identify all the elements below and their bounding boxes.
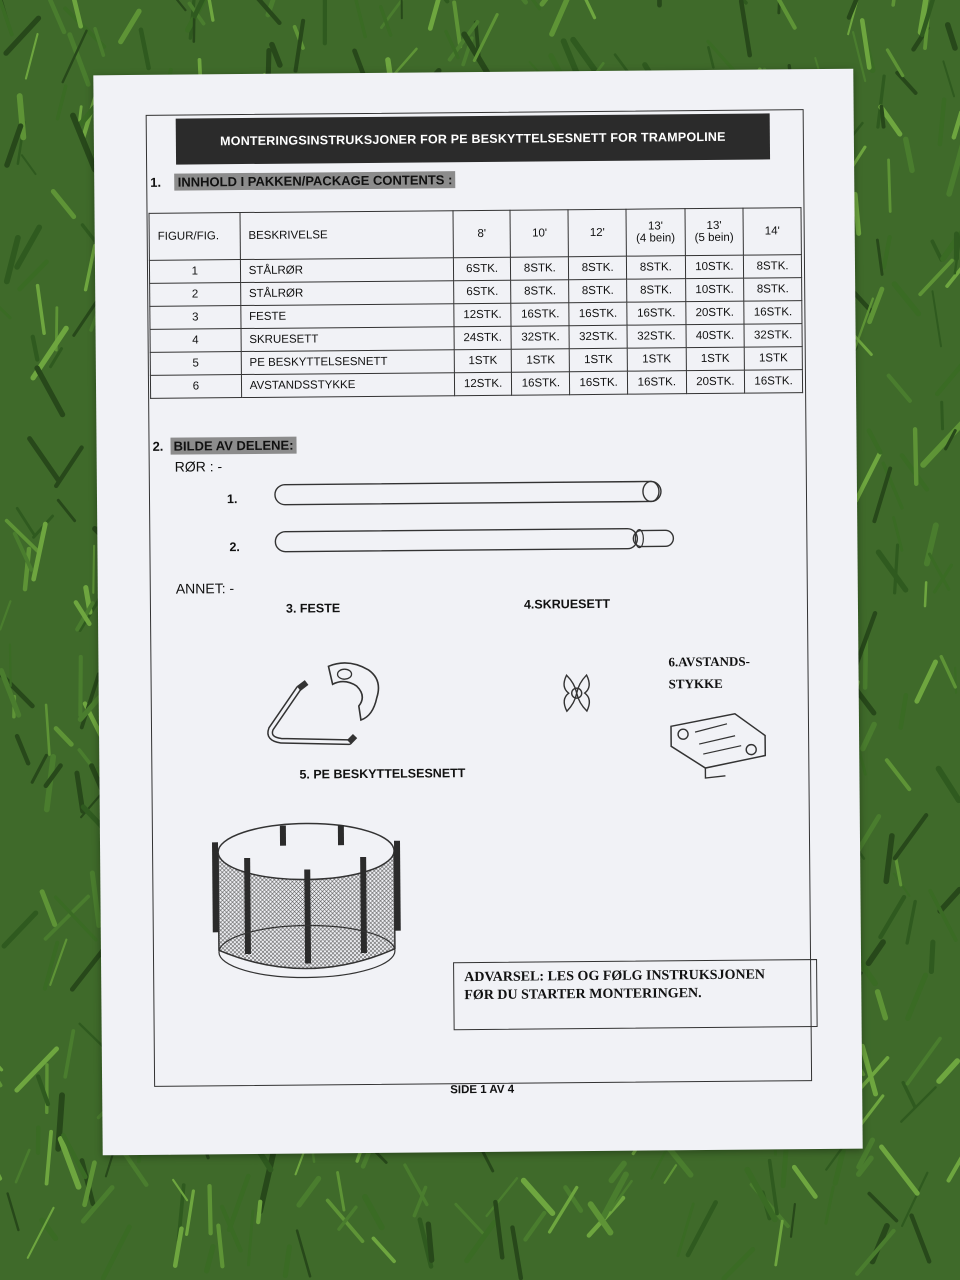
quantity-cell: 16STK. (745, 370, 803, 394)
column-header-label: FIGUR/FIG. (157, 230, 220, 243)
warning-line1: ADVARSEL: LES OG FØLG INSTRUKSJONEN (464, 967, 766, 986)
figure-number-cell: 2 (150, 283, 241, 307)
quantity-cell: 8STK. (511, 280, 569, 304)
quantity-cell: 32STK. (627, 325, 686, 349)
quantity-cell: 16STK. (627, 302, 686, 326)
column-header-label: 12' (589, 226, 605, 240)
column-header (453, 210, 511, 258)
table-header-row (149, 208, 801, 261)
quantity-cell: 16STK. (570, 371, 628, 395)
column-header-label: 8' (477, 227, 487, 240)
quantity-cell: 8STK. (744, 255, 802, 279)
quantity-cell: 20STK. (686, 370, 745, 394)
column-header (743, 208, 801, 256)
quantity-cell: 32STK. (569, 325, 627, 349)
figure-number-cell: 5 (150, 352, 241, 376)
quantity-cell: 8STK. (511, 257, 569, 281)
section-title: BILDE AV DELENE: (171, 437, 297, 455)
quantity-cell: 1STK (454, 349, 512, 373)
quantity-cell: 10STK. (685, 255, 744, 279)
instruction-sheet (93, 69, 862, 1156)
quantity-cell: 20STK. (685, 301, 744, 325)
column-header (685, 208, 744, 256)
quantity-cell: 6STK. (453, 280, 511, 304)
column-header-label: 13' (647, 220, 664, 233)
quantity-cell: 16STK. (627, 371, 686, 395)
warning-line2: FØR DU STARTER MONTERINGEN. (464, 986, 702, 1004)
net-label: 5. PE BESKYTTELSESNETT (299, 766, 466, 782)
column-header-sublabel: (4 bein) (636, 232, 676, 245)
figure-number-cell: 4 (150, 329, 241, 353)
quantity-cell: 10STK. (685, 278, 744, 302)
column-header (149, 213, 240, 261)
column-header-label: 13' (706, 219, 722, 232)
column-header-label: BESKRIVELSE (248, 229, 328, 242)
quantity-cell: 1STK (512, 349, 570, 373)
column-header-sublabel: (5 bein) (694, 231, 734, 245)
section-title: INNHOLD I PAKKEN/PACKAGE CONTENTS : (175, 171, 456, 190)
column-header (568, 209, 626, 257)
description-cell: STÅLRØR (240, 258, 453, 283)
quantity-cell: 16STK. (744, 301, 802, 325)
quantity-cell: 8STK. (569, 279, 627, 303)
spacer-illustration (665, 705, 776, 786)
quantity-cell: 32STK. (744, 324, 802, 348)
column-header-label: 10' (532, 227, 548, 240)
quantity-cell: 40STK. (686, 324, 745, 348)
document-title: MONTERINGSINSTRUKSJONER FOR PE BESKYTTELSESNETT FOR TRAMPOLINE (176, 113, 770, 164)
tube-2-illustration (273, 524, 683, 558)
quantity-cell: 8STK. (627, 279, 686, 303)
safety-net-illustration (210, 811, 411, 983)
quantity-cell: 1STK (686, 347, 745, 371)
other-parts-label: ANNET: - (175, 580, 235, 597)
page-number: SIDE 1 AV 4 (450, 1083, 515, 1097)
screw-set-illustration (556, 663, 597, 723)
contents-table (149, 207, 804, 399)
section-parts-heading (152, 438, 296, 454)
quantity-cell: 1STK (569, 348, 627, 372)
section-number: 2. (152, 438, 164, 454)
description-cell: STÅLRØR (240, 281, 453, 306)
bracket-label: 3. FESTE (285, 601, 341, 616)
tubes-label: RØR : - (174, 458, 223, 475)
column-header-label: 14' (764, 225, 780, 238)
section-number: 1. (150, 174, 162, 190)
screw-set-label: 4.SKRUESETT (523, 596, 611, 612)
column-header (240, 211, 453, 260)
quantity-cell: 1STK (744, 347, 802, 371)
quantity-cell: 8STK. (626, 256, 685, 280)
quantity-cell: 32STK. (511, 326, 569, 350)
bracket-illustration (258, 658, 409, 759)
quantity-cell: 16STK. (569, 302, 627, 326)
quantity-cell: 8STK. (744, 278, 802, 302)
description-cell: SKRUESETT (241, 327, 454, 352)
tube-1-illustration (273, 478, 673, 509)
figure-number-cell: 6 (150, 375, 241, 399)
quantity-cell: 1STK (627, 348, 686, 372)
quantity-cell: 8STK. (569, 256, 627, 280)
spacer-label-line2: STYKKE (668, 675, 723, 692)
figure-number-cell: 1 (149, 260, 240, 284)
quantity-cell: 16STK. (512, 372, 570, 396)
tube-1-label: 1. (226, 492, 238, 507)
quantity-cell: 12STK. (454, 372, 512, 396)
column-header (626, 209, 685, 257)
spacer-label-line1: 6.AVSTANDS- (668, 653, 751, 670)
quantity-cell: 12STK. (454, 303, 512, 327)
tube-2-label: 2. (229, 540, 240, 555)
description-cell: AVSTANDSSTYKKE (241, 373, 454, 398)
quantity-cell: 6STK. (453, 257, 511, 281)
description-cell: PE BESKYTTELSESNETT (241, 350, 454, 375)
figure-number-cell: 3 (150, 306, 241, 330)
description-cell: FESTE (241, 304, 454, 329)
section-contents-heading (150, 172, 455, 190)
warning-box (453, 959, 818, 1030)
quantity-cell: 16STK. (511, 303, 569, 327)
column-header (510, 210, 568, 258)
quantity-cell: 24STK. (454, 326, 512, 350)
